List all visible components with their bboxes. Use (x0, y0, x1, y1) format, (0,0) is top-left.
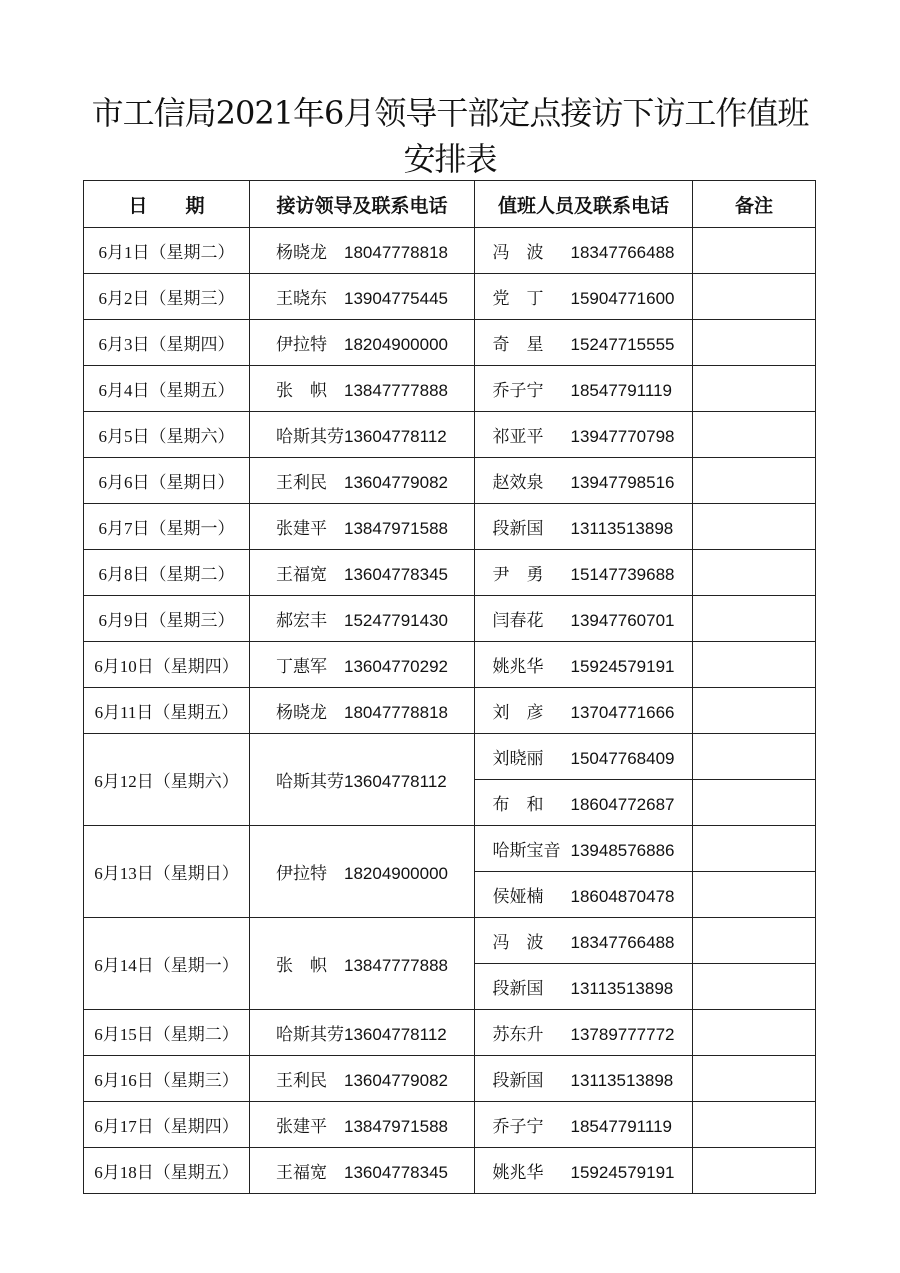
leader-name: 伊拉特 (276, 864, 327, 884)
document-title: 市工信局2021年6月领导干部定点接访下访工作值班安排表 (91, 94, 809, 178)
table-row (84, 412, 816, 458)
table-row (84, 366, 816, 412)
leader-phone: 13847971588 (344, 519, 449, 538)
cell-duty (475, 826, 693, 872)
leader-phone: 13604778112 (344, 772, 447, 791)
cell-note (693, 1148, 816, 1194)
table-row (84, 918, 816, 964)
cell-date: 6月13日（星期日） (84, 826, 250, 918)
cell-date: 6月4日（星期五） (84, 366, 250, 412)
duty-phone: 15047768409 (570, 749, 675, 768)
leader-name: 丁惠军 (276, 657, 327, 677)
cell-leader (250, 550, 475, 596)
duty-name: 乔子宁 (492, 381, 544, 401)
leader-name: 王福宽 (276, 1163, 327, 1183)
table-row (84, 228, 816, 274)
cell-note (693, 1102, 816, 1148)
duty-name: 姚兆华 (492, 1163, 544, 1183)
table-row (84, 458, 816, 504)
duty-name: 党 丁 (492, 289, 544, 309)
leader-name: 张建平 (276, 519, 327, 539)
duty-name: 尹 勇 (492, 565, 544, 585)
duty-name: 布 和 (492, 795, 544, 815)
leader-name: 张建平 (276, 1117, 327, 1137)
cell-leader (250, 366, 475, 412)
cell-note (693, 504, 816, 550)
duty-name: 段新国 (492, 519, 544, 539)
cell-duty (475, 504, 693, 550)
cell-date: 6月14日（星期一） (84, 918, 250, 1010)
cell-duty (475, 688, 693, 734)
leader-phone: 13604778112 (344, 427, 447, 446)
leader-phone: 18204900000 (344, 864, 449, 883)
leader-phone: 18047778818 (344, 243, 449, 262)
cell-note (693, 274, 816, 320)
table-row (84, 826, 816, 872)
table-row (84, 320, 816, 366)
cell-leader (250, 596, 475, 642)
leader-phone: 13847971588 (344, 1117, 449, 1136)
cell-note (693, 1056, 816, 1102)
schedule-body (84, 228, 816, 1194)
leader-phone: 13847777888 (344, 381, 449, 400)
duty-phone: 15904771600 (570, 289, 675, 308)
cell-leader (250, 1102, 475, 1148)
cell-duty (475, 228, 693, 274)
cell-date: 6月9日（星期三） (84, 596, 250, 642)
leader-name: 王福宽 (276, 565, 327, 585)
cell-duty (475, 1148, 693, 1194)
duty-phone: 15147739688 (570, 565, 675, 584)
cell-leader (250, 918, 475, 1010)
duty-phone: 13947770798 (570, 427, 675, 446)
duty-phone: 18604772687 (570, 795, 675, 814)
cell-note (693, 1010, 816, 1056)
table-row (84, 1056, 816, 1102)
leader-phone: 13604779082 (344, 473, 449, 492)
cell-date: 6月8日（星期二） (84, 550, 250, 596)
table-row (84, 1010, 816, 1056)
cell-date: 6月17日（星期四） (84, 1102, 250, 1148)
cell-date: 6月1日（星期二） (84, 228, 250, 274)
cell-duty (475, 642, 693, 688)
cell-leader (250, 228, 475, 274)
cell-duty (475, 412, 693, 458)
cell-note (693, 826, 816, 872)
duty-name: 侯娅楠 (492, 887, 544, 907)
duty-phone: 18547791119 (570, 1117, 672, 1136)
cell-duty (475, 1056, 693, 1102)
leader-phone: 13604778345 (344, 1163, 449, 1182)
cell-date: 6月2日（星期三） (84, 274, 250, 320)
duty-phone: 13948576886 (570, 841, 675, 860)
leader-phone: 15247791430 (344, 611, 449, 630)
table-row (84, 688, 816, 734)
duty-phone: 18604870478 (570, 887, 675, 906)
cell-date: 6月12日（星期六） (84, 734, 250, 826)
duty-phone: 13789777772 (570, 1025, 675, 1044)
table-row (84, 734, 816, 780)
duty-phone: 13113513898 (570, 519, 674, 538)
cell-duty (475, 458, 693, 504)
leader-phone: 13604779082 (344, 1071, 449, 1090)
duty-phone: 18347766488 (570, 243, 675, 262)
leader-phone: 18204900000 (344, 335, 449, 354)
cell-duty (475, 1102, 693, 1148)
duty-name: 闫春花 (492, 611, 544, 631)
leader-name: 哈斯其劳 (276, 427, 344, 447)
table-row (84, 274, 816, 320)
leader-name: 哈斯其劳 (276, 1025, 344, 1045)
cell-note (693, 918, 816, 964)
cell-date: 6月7日（星期一） (84, 504, 250, 550)
cell-duty (475, 274, 693, 320)
leader-phone: 13604778345 (344, 565, 449, 584)
cell-note (693, 228, 816, 274)
duty-phone: 15924579191 (570, 657, 675, 676)
duty-phone: 18347766488 (570, 933, 675, 952)
cell-duty (475, 780, 693, 826)
duty-name: 刘晓丽 (492, 749, 544, 769)
cell-duty (475, 918, 693, 964)
duty-phone: 13704771666 (570, 703, 675, 722)
table-row (84, 1148, 816, 1194)
leader-name: 郝宏丰 (276, 611, 327, 631)
cell-note (693, 642, 816, 688)
duty-name: 苏东升 (492, 1025, 544, 1045)
cell-note (693, 550, 816, 596)
leader-name: 张 帜 (276, 381, 327, 401)
header-duty: 值班人员及联系电话 (475, 181, 693, 228)
table-row (84, 642, 816, 688)
cell-note (693, 458, 816, 504)
cell-note (693, 412, 816, 458)
header-leader: 接访领导及联系电话 (250, 181, 475, 228)
leader-phone: 13604770292 (344, 657, 449, 676)
cell-leader (250, 320, 475, 366)
duty-name: 冯 波 (492, 243, 544, 263)
duty-name: 祁亚平 (492, 427, 544, 447)
cell-date: 6月15日（星期二） (84, 1010, 250, 1056)
duty-schedule-table (83, 180, 816, 1194)
cell-leader (250, 458, 475, 504)
duty-phone: 13947760701 (570, 611, 675, 630)
leader-phone: 13847777888 (344, 956, 449, 975)
duty-phone: 13947798516 (570, 473, 675, 492)
duty-name: 乔子宁 (492, 1117, 544, 1137)
cell-date: 6月18日（星期五） (84, 1148, 250, 1194)
cell-note (693, 320, 816, 366)
duty-phone: 13113513898 (570, 1071, 674, 1090)
leader-name: 杨晓龙 (276, 703, 327, 723)
cell-leader (250, 826, 475, 918)
cell-date: 6月3日（星期四） (84, 320, 250, 366)
cell-note (693, 734, 816, 780)
duty-name: 哈斯宝音 (492, 841, 561, 861)
leader-phone: 13904775445 (344, 289, 449, 308)
duty-phone: 18547791119 (570, 381, 672, 400)
cell-note (693, 596, 816, 642)
header-row (84, 181, 816, 228)
header-date: 日 期 (84, 181, 250, 228)
table-row (84, 1102, 816, 1148)
cell-date: 6月6日（星期日） (84, 458, 250, 504)
cell-duty (475, 366, 693, 412)
duty-phone: 15247715555 (570, 335, 675, 354)
leader-name: 王晓东 (276, 289, 327, 309)
cell-leader (250, 1056, 475, 1102)
duty-phone: 13113513898 (570, 979, 674, 998)
cell-leader (250, 504, 475, 550)
leader-phone: 18047778818 (344, 703, 449, 722)
cell-duty (475, 872, 693, 918)
table-row (84, 550, 816, 596)
cell-note (693, 964, 816, 1010)
cell-note (693, 780, 816, 826)
leader-phone: 13604778112 (344, 1025, 447, 1044)
duty-name: 冯 波 (492, 933, 544, 953)
duty-name: 奇 星 (492, 335, 544, 355)
duty-name: 段新国 (492, 1071, 544, 1091)
duty-name: 姚兆华 (492, 657, 544, 677)
cell-duty (475, 596, 693, 642)
cell-date: 6月11日（星期五） (84, 688, 250, 734)
cell-note (693, 366, 816, 412)
cell-leader (250, 688, 475, 734)
leader-name: 哈斯其劳 (276, 772, 344, 792)
cell-duty (475, 550, 693, 596)
cell-note (693, 872, 816, 918)
table-row (84, 596, 816, 642)
leader-name: 王利民 (276, 473, 327, 493)
cell-duty (475, 964, 693, 1010)
leader-name: 张 帜 (276, 956, 327, 976)
duty-name: 刘 彦 (492, 703, 544, 723)
leader-name: 王利民 (276, 1071, 327, 1091)
cell-leader (250, 1010, 475, 1056)
cell-duty (475, 734, 693, 780)
duty-phone: 15924579191 (570, 1163, 675, 1182)
duty-name: 赵效泉 (492, 473, 544, 493)
duty-name: 段新国 (492, 979, 544, 999)
cell-leader (250, 1148, 475, 1194)
cell-date: 6月16日（星期三） (84, 1056, 250, 1102)
cell-duty (475, 320, 693, 366)
cell-date: 6月10日（星期四） (84, 642, 250, 688)
header-note: 备注 (693, 181, 816, 228)
cell-duty (475, 1010, 693, 1056)
cell-leader (250, 642, 475, 688)
cell-note (693, 688, 816, 734)
cell-date: 6月5日（星期六） (84, 412, 250, 458)
cell-leader (250, 734, 475, 826)
cell-leader (250, 274, 475, 320)
table-row (84, 504, 816, 550)
leader-name: 杨晓龙 (276, 243, 327, 263)
cell-leader (250, 412, 475, 458)
leader-name: 伊拉特 (276, 335, 327, 355)
